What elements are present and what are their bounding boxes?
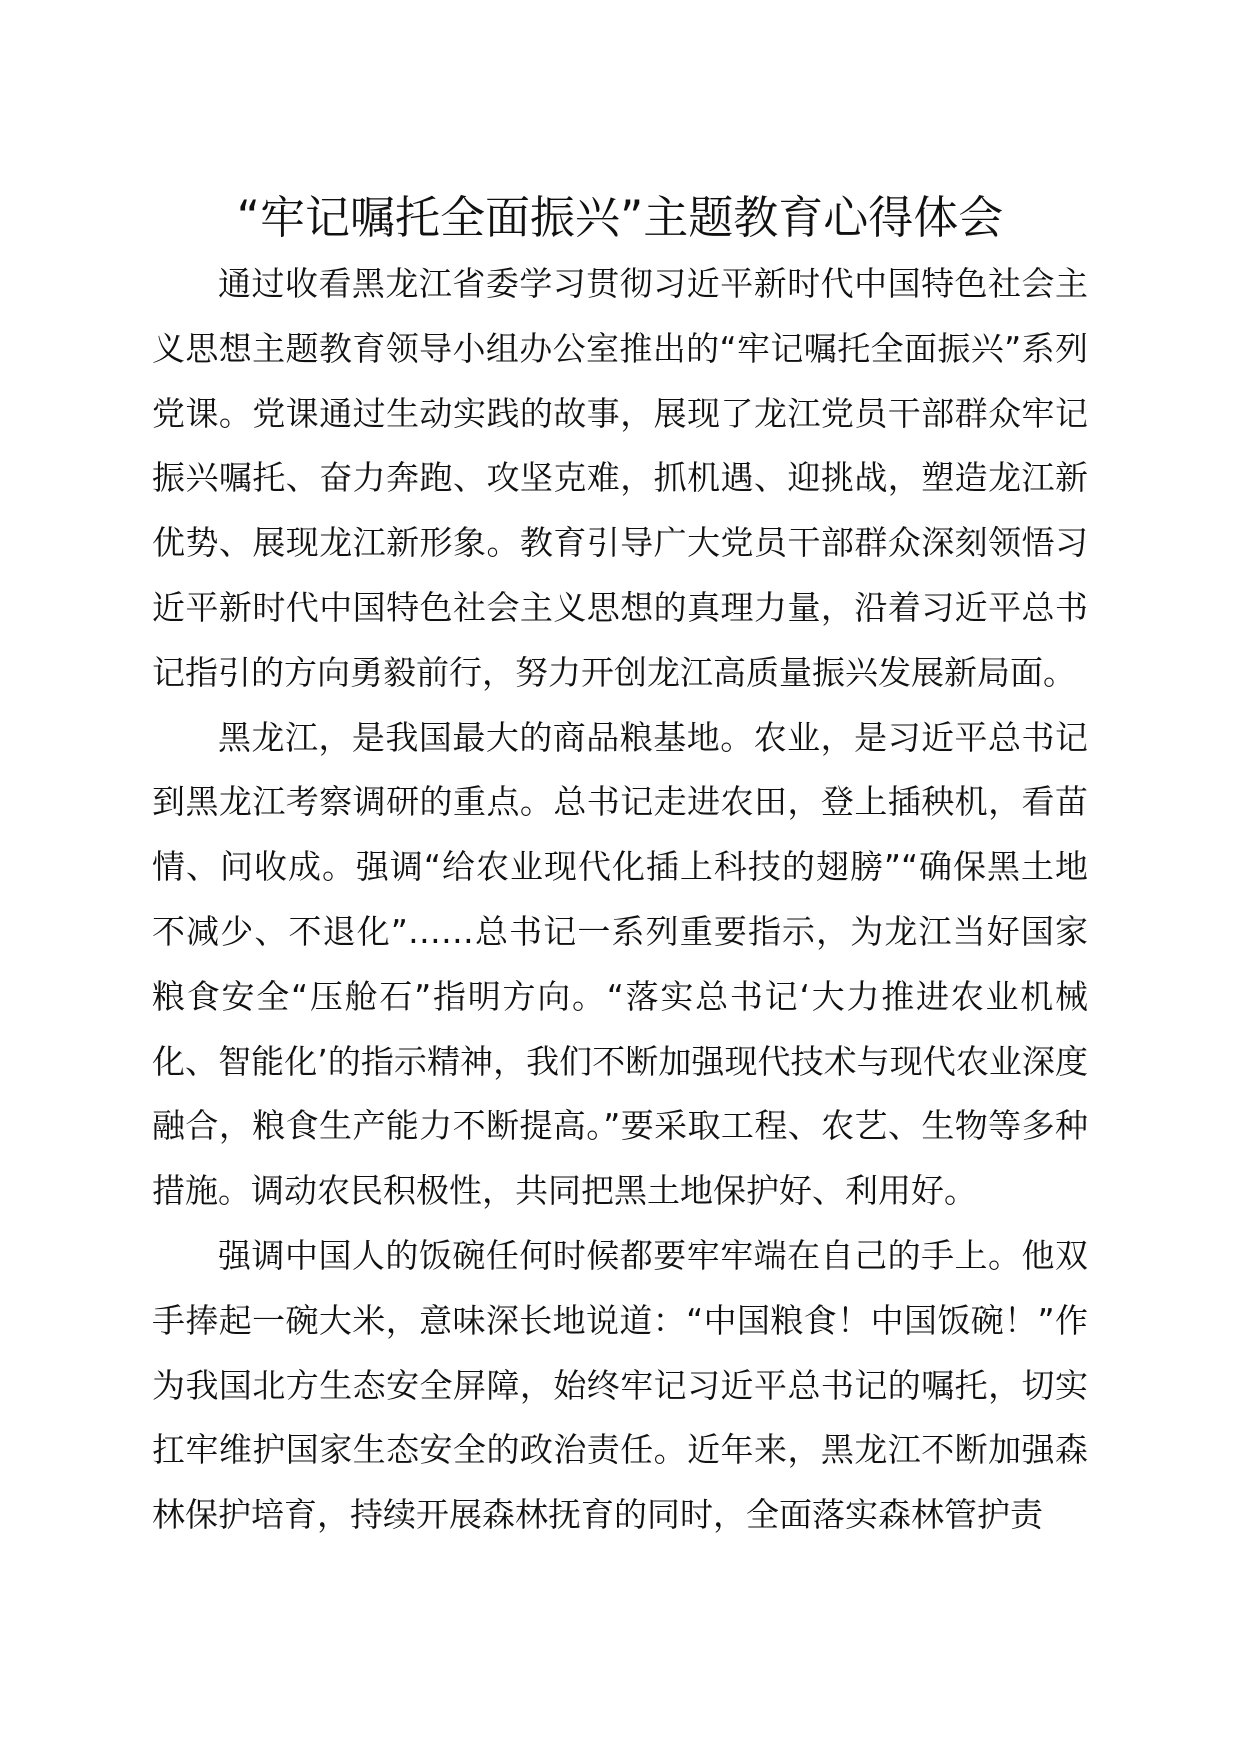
paragraph-2: 黑龙江，是我国最大的商品粮基地。农业，是习近平总书记到黑龙江考察调研的重点。总书记走进农田，登上插秧机，看苗情、问收成。强调“给农业现代化插上科技的翅膀”“确保黑土地不减少、不退化”……总书记一系列重要指示，为龙江当好国家粮食安全“压舱石”指明方向。“落实总书记‘大力推进农业机械化、智能化’的指示精神，我们不断加强现代技术与现代农业深度融合，粮食生产能力不断提高。”要采取工程、农艺、生物等多种措施。调动农民积极性，共同把黑土地保护好、利用好。 bbox=[152, 717, 1088, 1211]
paragraph-3: 强调中国人的饭碗任何时候都要牢牢端在自己的手上。他双手捧起一碗大米，意味深长地说道：“中国粮食！中国饭碗！”作为我国北方生态安全屏障，始终牢记习近平总书记的嘱托，切实扛牢维护国家生态安全的政治责任。近年来，黑龙江不断加强森林保护培育，持续开展森林抚育的同时，全面落实森林管护责 bbox=[152, 1235, 1088, 1535]
document-body bbox=[152, 252, 1088, 1548]
paragraph-1: 通过收看黑龙江省委学习贯彻习近平新时代中国特色社会主义思想主题教育领导小组办公室推出的“牢记嘱托全面振兴”系列党课。党课通过生动实践的故事，展现了龙江党员干部群众牢记振兴嘱托、奋力奔跑、攻坚克难，抓机遇、迎挑战，塑造龙江新优势、展现龙江新形象。教育引导广大党员干部群众深刻领悟习近平新时代中国特色社会主义思想的真理力量，沿着习近平总书记指引的方向勇毅前行，努力开创龙江高质量振兴发展新局面。 bbox=[152, 264, 1088, 692]
document-page bbox=[152, 190, 1088, 1548]
document-title: “牢记嘱托全面振兴”主题教育心得体会 bbox=[236, 191, 1004, 244]
